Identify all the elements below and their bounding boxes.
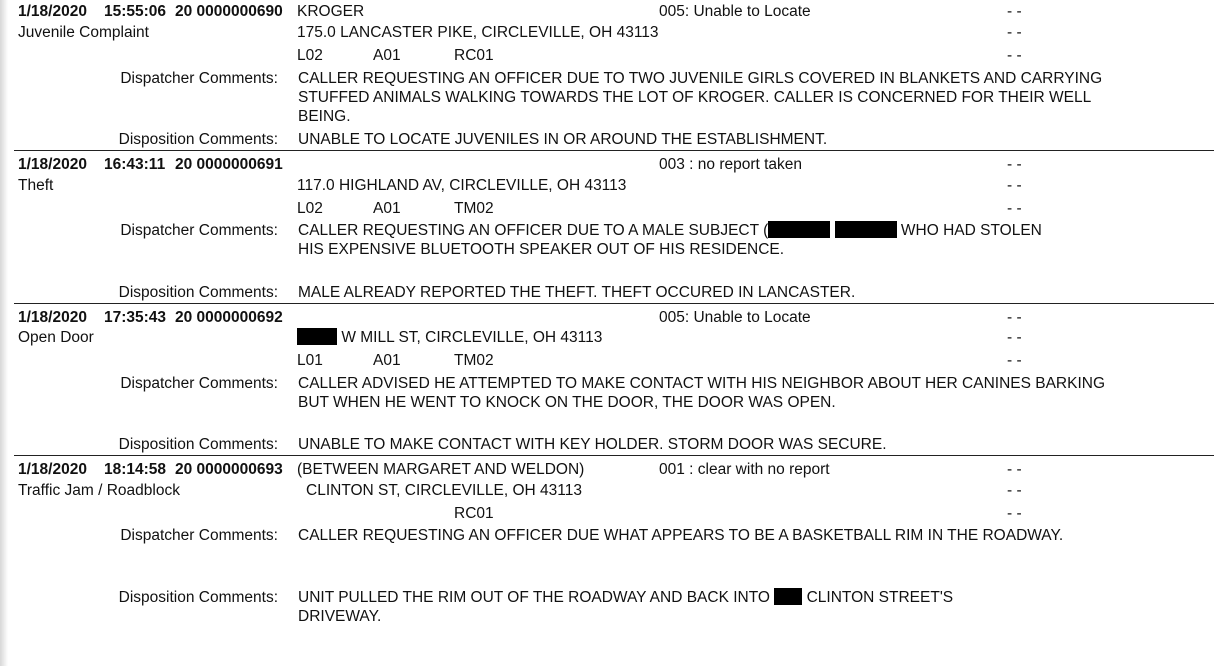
- empty-field: - -: [1007, 505, 1022, 522]
- incident-date: 1/18/2020: [18, 156, 87, 173]
- dispatcher-comments: CALLER ADVISED HE ATTEMPTED TO MAKE CONTACT WITH HIS NEIGHBOR ABOUT HER CANINES BARKING BUT WHEN HE WENT TO KNOCK ON THE DOOR, THE DOOR WAS OPEN.: [298, 375, 1106, 411]
- incident-number: 20 0000000690: [175, 3, 283, 20]
- disposition-comments: [298, 588, 953, 607]
- disposition-comments-text: UNIT PULLED THE RIM OUT OF THE ROADWAY AND BACK INTO: [298, 589, 770, 606]
- redaction-box: [774, 588, 802, 605]
- disposition-comments-label: Disposition Comments:: [118, 131, 278, 148]
- empty-field: - -: [1007, 156, 1022, 173]
- incident-time: 18:14:58: [104, 461, 167, 478]
- incident-date: 1/18/2020: [18, 3, 87, 20]
- disposition-comments: UNABLE TO LOCATE JUVENILES IN OR AROUND THE ESTABLISHMENT.: [298, 131, 828, 148]
- dispatcher-comments: CALLER REQUESTING AN OFFICER DUE WHAT APPEARS TO BE A BASKETBALL RIM IN THE ROADWAY.: [298, 527, 1064, 544]
- dispatcher-comments-label: Dispatcher Comments:: [120, 222, 278, 239]
- incident-location-name: KROGER: [297, 3, 365, 20]
- empty-field: - -: [1007, 329, 1022, 346]
- disposition-comments-text: DRIVEWAY.: [298, 608, 382, 625]
- incident-time: 16:43:11: [104, 156, 166, 173]
- incident-address: 117.0 HIGHLAND AV, CIRCLEVILLE, OH 43113: [297, 177, 627, 194]
- incident-disposition: 005: Unable to Locate: [659, 3, 811, 20]
- empty-field: - -: [1007, 24, 1022, 41]
- incident-type: Theft: [18, 177, 54, 194]
- incident-type: Traffic Jam / Roadblock: [18, 482, 180, 499]
- disposition-comments: MALE ALREADY REPORTED THE THEFT. THEFT OCCURED IN LANCASTER.: [298, 284, 856, 301]
- unit-code: A01: [373, 47, 401, 64]
- incident-type: Open Door: [18, 329, 94, 346]
- empty-field: - -: [1007, 309, 1022, 326]
- incident-number: 20 0000000691: [175, 156, 283, 173]
- dispatcher-comments-text: CALLER REQUESTING AN OFFICER DUE TO A MALE SUBJECT (: [298, 222, 769, 239]
- unit-code: L02: [297, 47, 323, 64]
- disposition-comments-label: Disposition Comments:: [118, 284, 278, 301]
- unit-code: L02: [297, 200, 323, 217]
- empty-field: - -: [1007, 47, 1022, 64]
- unit-code: TM02: [454, 352, 494, 369]
- incident-date: 1/18/2020: [18, 309, 87, 326]
- incident-location-name: (BETWEEN MARGARET AND WELDON): [297, 461, 585, 478]
- empty-field: - -: [1007, 200, 1022, 217]
- incident-address: 175.0 LANCASTER PIKE, CIRCLEVILLE, OH 43113: [297, 24, 659, 41]
- incident-number: 20 0000000692: [175, 309, 283, 326]
- dispatcher-comments-label: Dispatcher Comments:: [120, 527, 278, 544]
- incident-disposition: 001 : clear with no report: [659, 461, 830, 478]
- incident-number: 20 0000000693: [175, 461, 283, 478]
- incident-address: CLINTON ST, CIRCLEVILLE, OH 43113: [306, 482, 582, 499]
- unit-code: A01: [373, 352, 401, 369]
- unit-code: L01: [297, 352, 323, 369]
- dispatcher-comments: CALLER REQUESTING AN OFFICER DUE TO TWO JUVENILE GIRLS COVERED IN BLANKETS AND CARRYING STUFFED ANIMALS WALKING TOWARDS THE LOT OF KROGER. CALLER IS CONCERNED FOR THEIR WELL BEING.: [298, 70, 1103, 125]
- incident-time: 17:35:43: [104, 309, 167, 326]
- unit-code: TM02: [454, 200, 494, 217]
- dispatcher-comments-text: WHO HAD STOLEN: [900, 222, 1042, 239]
- incident-time: 15:55:06: [104, 3, 167, 20]
- incident-type: Juvenile Complaint: [18, 24, 149, 41]
- incident-disposition: 003 : no report taken: [659, 156, 803, 173]
- empty-field: - -: [1007, 177, 1022, 194]
- disposition-comments-label: Disposition Comments:: [118, 589, 278, 606]
- unit-code: A01: [373, 200, 401, 217]
- incident-address: W MILL ST, CIRCLEVILLE, OH 43113: [341, 329, 603, 346]
- unit-code: RC01: [454, 505, 494, 522]
- dispatcher-comments-text: HIS EXPENSIVE BLUETOOTH SPEAKER OUT OF HIS RESIDENCE.: [298, 241, 785, 258]
- incident-date: 1/18/2020: [18, 461, 87, 478]
- disposition-comments-text: CLINTON STREET'S: [806, 589, 954, 606]
- empty-field: - -: [1007, 482, 1022, 499]
- disposition-comments: UNABLE TO MAKE CONTACT WITH KEY HOLDER. STORM DOOR WAS SECURE.: [298, 436, 887, 453]
- disposition-comments-label: Disposition Comments:: [118, 436, 278, 453]
- empty-field: - -: [1007, 461, 1022, 478]
- incident-disposition: 005: Unable to Locate: [659, 309, 811, 326]
- dispatcher-comments-label: Dispatcher Comments:: [120, 375, 278, 392]
- unit-code: RC01: [454, 47, 494, 64]
- empty-field: - -: [1007, 352, 1022, 369]
- empty-field: - -: [1007, 3, 1022, 20]
- dispatcher-comments-label: Dispatcher Comments:: [120, 70, 278, 87]
